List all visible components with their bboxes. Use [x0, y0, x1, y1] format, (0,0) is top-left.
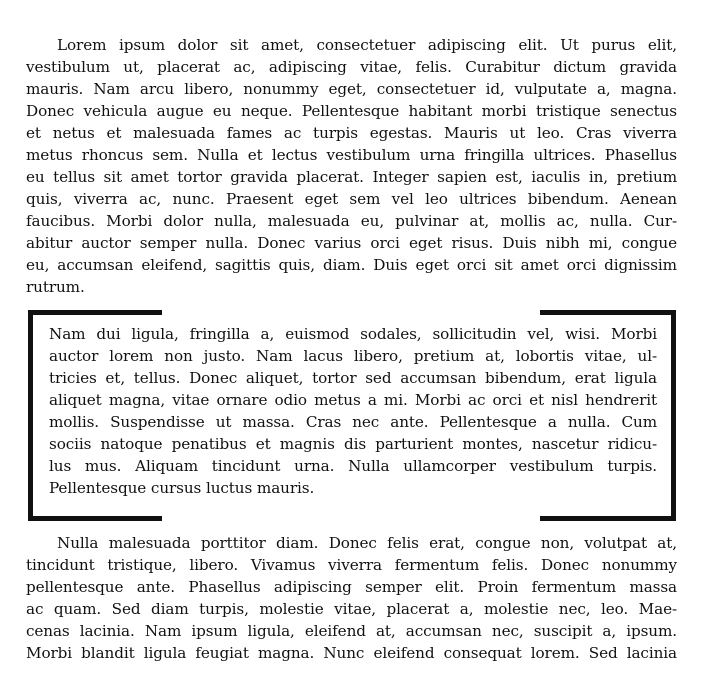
paragraph-line: Morbi blandit ligula feugiat magna. Nunc eleifend consequat lorem. Sed lacinia	[26, 644, 677, 662]
paragraph-line: tincidunt tristique, libero. Vivamus viverra fermentum felis. Donec nonummy	[26, 556, 677, 574]
quote-line: Pellentesque cursus luctus mauris.	[49, 479, 315, 497]
paragraph-line: mauris. Nam arcu libero, nonummy eget, consectetuer id, vulputate a, magna.	[26, 80, 677, 98]
paragraph-line: rutrum.	[26, 278, 85, 296]
paragraph-line: pellentesque ante. Phasellus adipiscing semper elit. Proin fermentum massa	[26, 578, 677, 596]
quote-line: Nam dui ligula, fringilla a, euismod sodales, sollicitudin vel, wisi. Morbi	[49, 325, 657, 343]
paragraph-line: cenas lacinia. Nam ipsum ligula, eleifend at, accumsan nec, suscipit a, ipsum.	[26, 622, 677, 640]
paragraph-line: eu, accumsan eleifend, sagittis quis, diam. Duis eget orci sit amet orci dignissim	[26, 256, 677, 274]
paragraph-line: ac quam. Sed diam turpis, molestie vitae, placerat a, molestie nec, leo. Mae-	[26, 600, 677, 618]
paragraph-line: Lorem ipsum dolor sit amet, consectetuer adipiscing elit. Ut purus elit,	[57, 36, 677, 54]
paragraph-line: vestibulum ut, placerat ac, adipiscing vitae, felis. Curabitur dictum gravida	[26, 58, 677, 76]
quote-line: aliquet magna, vitae ornare odio metus a mi. Morbi ac orci et nisl hendrerit	[49, 391, 657, 409]
quote-line: lus mus. Aliquam tincidunt urna. Nulla ullamcorper vestibulum turpis.	[49, 457, 657, 475]
paragraph-line: faucibus. Morbi dolor nulla, malesuada eu, pulvinar at, mollis ac, nulla. Cur-	[26, 212, 677, 230]
paragraph-line: quis, viverra ac, nunc. Praesent eget sem vel leo ultrices bibendum. Aenean	[26, 190, 677, 208]
quote-line: mollis. Suspendisse ut massa. Cras nec ante. Pellentesque a nulla. Cum	[49, 413, 657, 431]
quote-line: tricies et, tellus. Donec aliquet, tortor sed accumsan bibendum, erat ligula	[49, 369, 657, 387]
paragraph-line: Nulla malesuada porttitor diam. Donec felis erat, congue non, volutpat at,	[57, 534, 677, 552]
paragraph-line: eu tellus sit amet tortor gravida placerat. Integer sapien est, iaculis in, pretium	[26, 168, 677, 186]
quote-line: sociis natoque penatibus et magnis dis parturient montes, nascetur ridicu-	[49, 435, 657, 453]
paragraph-line: et netus et malesuada fames ac turpis egestas. Mauris ut leo. Cras viverra	[26, 124, 677, 142]
quote-line: auctor lorem non justo. Nam lacus libero, pretium at, lobortis vitae, ul-	[49, 347, 657, 365]
paragraph-line: metus rhoncus sem. Nulla et lectus vestibulum urna fringilla ultrices. Phasellus	[26, 146, 677, 164]
paragraph-line: Donec vehicula augue eu neque. Pellentesque habitant morbi tristique senectus	[26, 102, 677, 120]
paragraph-line: abitur auctor semper nulla. Donec varius orci eget risus. Duis nibh mi, congue	[26, 234, 677, 252]
